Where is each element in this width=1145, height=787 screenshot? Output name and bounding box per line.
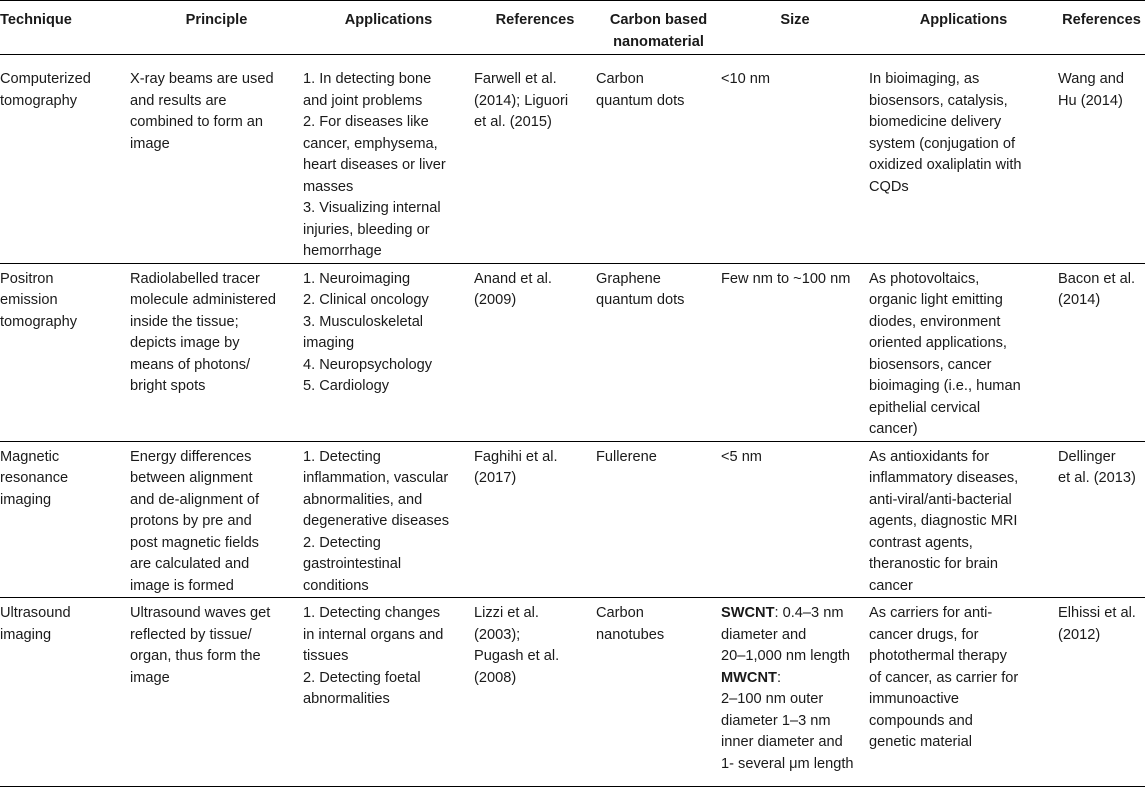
text-line: theranostic for brain bbox=[869, 556, 998, 572]
text-line: 1. Detecting changes bbox=[303, 605, 441, 621]
text-line: abnormalities, and bbox=[303, 491, 423, 508]
text-line: et al. (2013) bbox=[1058, 470, 1136, 486]
text-line: anti-viral/anti-bacterial bbox=[869, 491, 1012, 508]
header-size: Size bbox=[721, 1, 869, 55]
cell-principle bbox=[130, 441, 303, 598]
text-line: diodes, environment bbox=[869, 313, 1001, 330]
cell-references bbox=[474, 441, 596, 598]
cell-applications bbox=[303, 598, 474, 787]
text-line: heart diseases or liver bbox=[303, 157, 446, 173]
text-line: 1. In detecting bone bbox=[303, 71, 432, 87]
text-line: 1- several μm length bbox=[721, 755, 854, 772]
text-line: Carbon bbox=[596, 605, 644, 621]
header-carbon-nanomaterial bbox=[596, 1, 721, 55]
text-line: diameter and bbox=[721, 626, 807, 643]
text-line: As antioxidants for bbox=[869, 448, 990, 465]
text-line: nanotubes bbox=[596, 626, 665, 643]
text-line: Magnetic bbox=[0, 448, 60, 465]
cell-references bbox=[474, 598, 596, 787]
cell-size bbox=[721, 441, 869, 598]
cell-applications bbox=[303, 263, 474, 441]
text-line bbox=[721, 603, 865, 625]
text-line: Dellinger bbox=[1058, 448, 1116, 465]
cell-nano-references bbox=[1058, 263, 1145, 441]
text-line: and joint problems bbox=[303, 92, 423, 109]
text-line: (2009) bbox=[474, 292, 517, 308]
text-line: cancer drugs, for bbox=[869, 626, 979, 643]
text-line: X-ray beams are used bbox=[130, 71, 274, 87]
text-line: emission bbox=[0, 292, 58, 308]
text-line: As photovoltaics, bbox=[869, 270, 980, 287]
text-line: 1. Neuroimaging bbox=[303, 270, 411, 287]
text-line: (2017) bbox=[474, 470, 517, 486]
text-line: Anand et al. bbox=[474, 270, 552, 287]
text-line: 5. Cardiology bbox=[303, 378, 389, 394]
text-line: contrast agents, bbox=[869, 534, 973, 551]
text-line: bioimaging (i.e., human bbox=[869, 378, 1021, 394]
text-line: abnormalities bbox=[303, 691, 390, 707]
header-carbon-line-2: nanomaterial bbox=[613, 33, 704, 50]
header-references: References bbox=[474, 1, 596, 55]
text-line: (2014) bbox=[1058, 292, 1101, 308]
text-line: of cancer, as carrier for bbox=[869, 669, 1019, 686]
cell-technique bbox=[0, 441, 130, 598]
text-line: oxidized oxaliplatin with bbox=[869, 157, 1022, 173]
text-line: 2. Detecting bbox=[303, 534, 381, 551]
text-line: tomography bbox=[0, 313, 78, 330]
text-line: 2. Detecting foetal bbox=[303, 669, 421, 686]
swcnt-detail: : 0.4–3 nm bbox=[774, 605, 844, 621]
text-line: image bbox=[130, 669, 170, 686]
text-line: As carriers for anti- bbox=[869, 605, 993, 621]
table-row bbox=[0, 263, 1145, 441]
cell-nano-references bbox=[1058, 55, 1145, 264]
cell-nano-applications bbox=[869, 55, 1058, 264]
text-line: (2008) bbox=[474, 669, 517, 686]
text-line: et al. (2015) bbox=[474, 114, 552, 130]
text-line: organ, thus form the bbox=[130, 648, 261, 664]
cell-nano-applications bbox=[869, 598, 1058, 787]
text-line: in internal organs and bbox=[303, 626, 444, 643]
text-line: Faghihi et al. bbox=[474, 448, 558, 465]
text-line: gastrointestinal bbox=[303, 556, 402, 572]
text-line: 4. Neuropsychology bbox=[303, 356, 432, 373]
text-line: 3. Visualizing internal bbox=[303, 200, 441, 216]
text-line: biosensors, catalysis, bbox=[869, 92, 1008, 109]
text-line: diameter 1–3 nm bbox=[721, 712, 831, 729]
cell-nano-applications bbox=[869, 441, 1058, 598]
text-line: biomedicine delivery bbox=[869, 114, 1002, 130]
text-line: inside the tissue; bbox=[130, 313, 239, 330]
text-line: 2. Clinical oncology bbox=[303, 292, 429, 308]
text-line: injuries, bleeding or bbox=[303, 221, 430, 238]
text-line: inflammation, vascular bbox=[303, 470, 449, 486]
text-line: and results are bbox=[130, 92, 227, 109]
text-line: Hu (2014) bbox=[1058, 92, 1123, 109]
text-line: cancer bbox=[869, 577, 913, 594]
table-header-row bbox=[0, 1, 1145, 55]
text-line: compounds and bbox=[869, 712, 973, 729]
cell-nano-applications bbox=[869, 263, 1058, 441]
text-line: immunoactive bbox=[869, 691, 960, 707]
text-line: cancer, emphysema, bbox=[303, 135, 438, 152]
text-line: Ultrasound bbox=[0, 605, 71, 621]
table-row bbox=[0, 441, 1145, 598]
text-line: Farwell et al. bbox=[474, 71, 557, 87]
text-line: <10 nm bbox=[721, 71, 771, 87]
text-line: imaging bbox=[0, 626, 52, 643]
text-line bbox=[721, 668, 865, 690]
table-row bbox=[0, 598, 1145, 787]
cell-applications bbox=[303, 441, 474, 598]
text-line: CQDs bbox=[869, 178, 909, 195]
text-line: cancer) bbox=[869, 421, 918, 437]
text-line: (2003); bbox=[474, 626, 521, 643]
mwcnt-detail: : bbox=[776, 669, 781, 686]
text-line: hemorrhage bbox=[303, 243, 382, 259]
text-line: imaging bbox=[303, 335, 355, 351]
cell-nanomaterial bbox=[596, 441, 721, 598]
text-line: and de-alignment of bbox=[130, 491, 259, 508]
text-line: biosensors, cancer bbox=[869, 356, 992, 373]
text-line: depicts image by bbox=[130, 335, 240, 351]
cell-technique bbox=[0, 263, 130, 441]
header-nano-references: References bbox=[1058, 1, 1145, 55]
text-line: between alignment bbox=[130, 470, 253, 486]
text-line: agents, diagnostic MRI bbox=[869, 513, 1018, 529]
text-line: inflammatory diseases, bbox=[869, 470, 1019, 486]
text-line: are calculated and bbox=[130, 556, 250, 572]
text-line: Fullerene bbox=[596, 448, 657, 465]
text-line: (2014); Liguori bbox=[474, 92, 569, 109]
cell-nano-references bbox=[1058, 598, 1145, 787]
text-line: Few nm to ~100 nm bbox=[721, 270, 851, 287]
header-principle: Principle bbox=[130, 1, 303, 55]
text-line: quantum dots bbox=[596, 292, 685, 308]
text-line: combined to form an bbox=[130, 114, 264, 130]
header-carbon-line-1: Carbon based bbox=[609, 12, 708, 28]
text-line: tissues bbox=[303, 648, 349, 664]
text-line: system (conjugation of bbox=[869, 135, 1016, 152]
text-line: Graphene bbox=[596, 270, 661, 287]
text-line: tomography bbox=[0, 92, 78, 109]
cell-nano-references bbox=[1058, 441, 1145, 598]
header-applications: Applications bbox=[303, 1, 474, 55]
text-line: post magnetic fields bbox=[130, 534, 259, 551]
cell-nanomaterial bbox=[596, 598, 721, 787]
swcnt-label: SWCNT bbox=[721, 605, 775, 621]
text-line: oriented applications, bbox=[869, 335, 1007, 351]
mwcnt-label: MWCNT bbox=[721, 669, 777, 686]
text-line: (2012) bbox=[1058, 626, 1101, 643]
text-line: inner diameter and bbox=[721, 734, 843, 750]
cell-technique bbox=[0, 55, 130, 264]
text-line: image is formed bbox=[130, 577, 234, 594]
text-line: 2. For diseases like bbox=[303, 114, 429, 130]
text-line: Wang and bbox=[1058, 71, 1124, 87]
text-line: Computerized bbox=[0, 71, 91, 87]
cell-references bbox=[474, 55, 596, 264]
cell-nanomaterial bbox=[596, 263, 721, 441]
text-line: conditions bbox=[303, 577, 369, 594]
text-line: Bacon et al. bbox=[1058, 270, 1136, 287]
text-line: quantum dots bbox=[596, 92, 685, 109]
text-line: 1. Detecting bbox=[303, 448, 381, 465]
text-line: genetic material bbox=[869, 734, 973, 750]
cell-principle bbox=[130, 55, 303, 264]
text-line: Pugash et al. bbox=[474, 648, 560, 664]
text-line: resonance bbox=[0, 470, 69, 486]
text-line: imaging bbox=[0, 491, 52, 508]
cell-principle bbox=[130, 598, 303, 787]
header-nano-applications: Applications bbox=[869, 1, 1058, 55]
text-line: 20–1,000 nm length bbox=[721, 648, 851, 664]
text-line: 2–100 nm outer bbox=[721, 691, 824, 707]
text-line: photothermal therapy bbox=[869, 648, 1007, 664]
cell-principle bbox=[130, 263, 303, 441]
table-row bbox=[0, 55, 1145, 264]
text-line: Elhissi et al. bbox=[1058, 605, 1136, 621]
text-line: epithelial cervical bbox=[869, 399, 981, 416]
text-line: degenerative diseases bbox=[303, 513, 450, 529]
text-line: bright spots bbox=[130, 378, 206, 394]
text-line: organic light emitting bbox=[869, 292, 1003, 308]
text-line: molecule administered bbox=[130, 292, 277, 308]
text-line: Positron bbox=[0, 270, 54, 287]
cell-size bbox=[721, 55, 869, 264]
cell-references bbox=[474, 263, 596, 441]
text-line: Radiolabelled tracer bbox=[130, 270, 260, 287]
text-line: Carbon bbox=[596, 71, 644, 87]
text-line: image bbox=[130, 135, 170, 152]
cell-nanomaterial bbox=[596, 55, 721, 264]
text-line: Energy differences bbox=[130, 448, 252, 465]
cell-size bbox=[721, 598, 869, 787]
text-line: protons by pre and bbox=[130, 513, 252, 529]
text-line: Ultrasound waves get bbox=[130, 605, 271, 621]
cell-size bbox=[721, 263, 869, 441]
text-line: reflected by tissue/ bbox=[130, 626, 252, 643]
text-line: means of photons/ bbox=[130, 356, 251, 373]
text-line: masses bbox=[303, 178, 354, 195]
text-line: 3. Musculoskeletal bbox=[303, 313, 424, 330]
header-technique: Technique bbox=[0, 1, 130, 55]
text-line: Lizzi et al. bbox=[474, 605, 539, 621]
cell-applications bbox=[303, 55, 474, 264]
cell-technique bbox=[0, 598, 130, 787]
text-line: <5 nm bbox=[721, 448, 762, 465]
text-line: In bioimaging, as bbox=[869, 71, 980, 87]
